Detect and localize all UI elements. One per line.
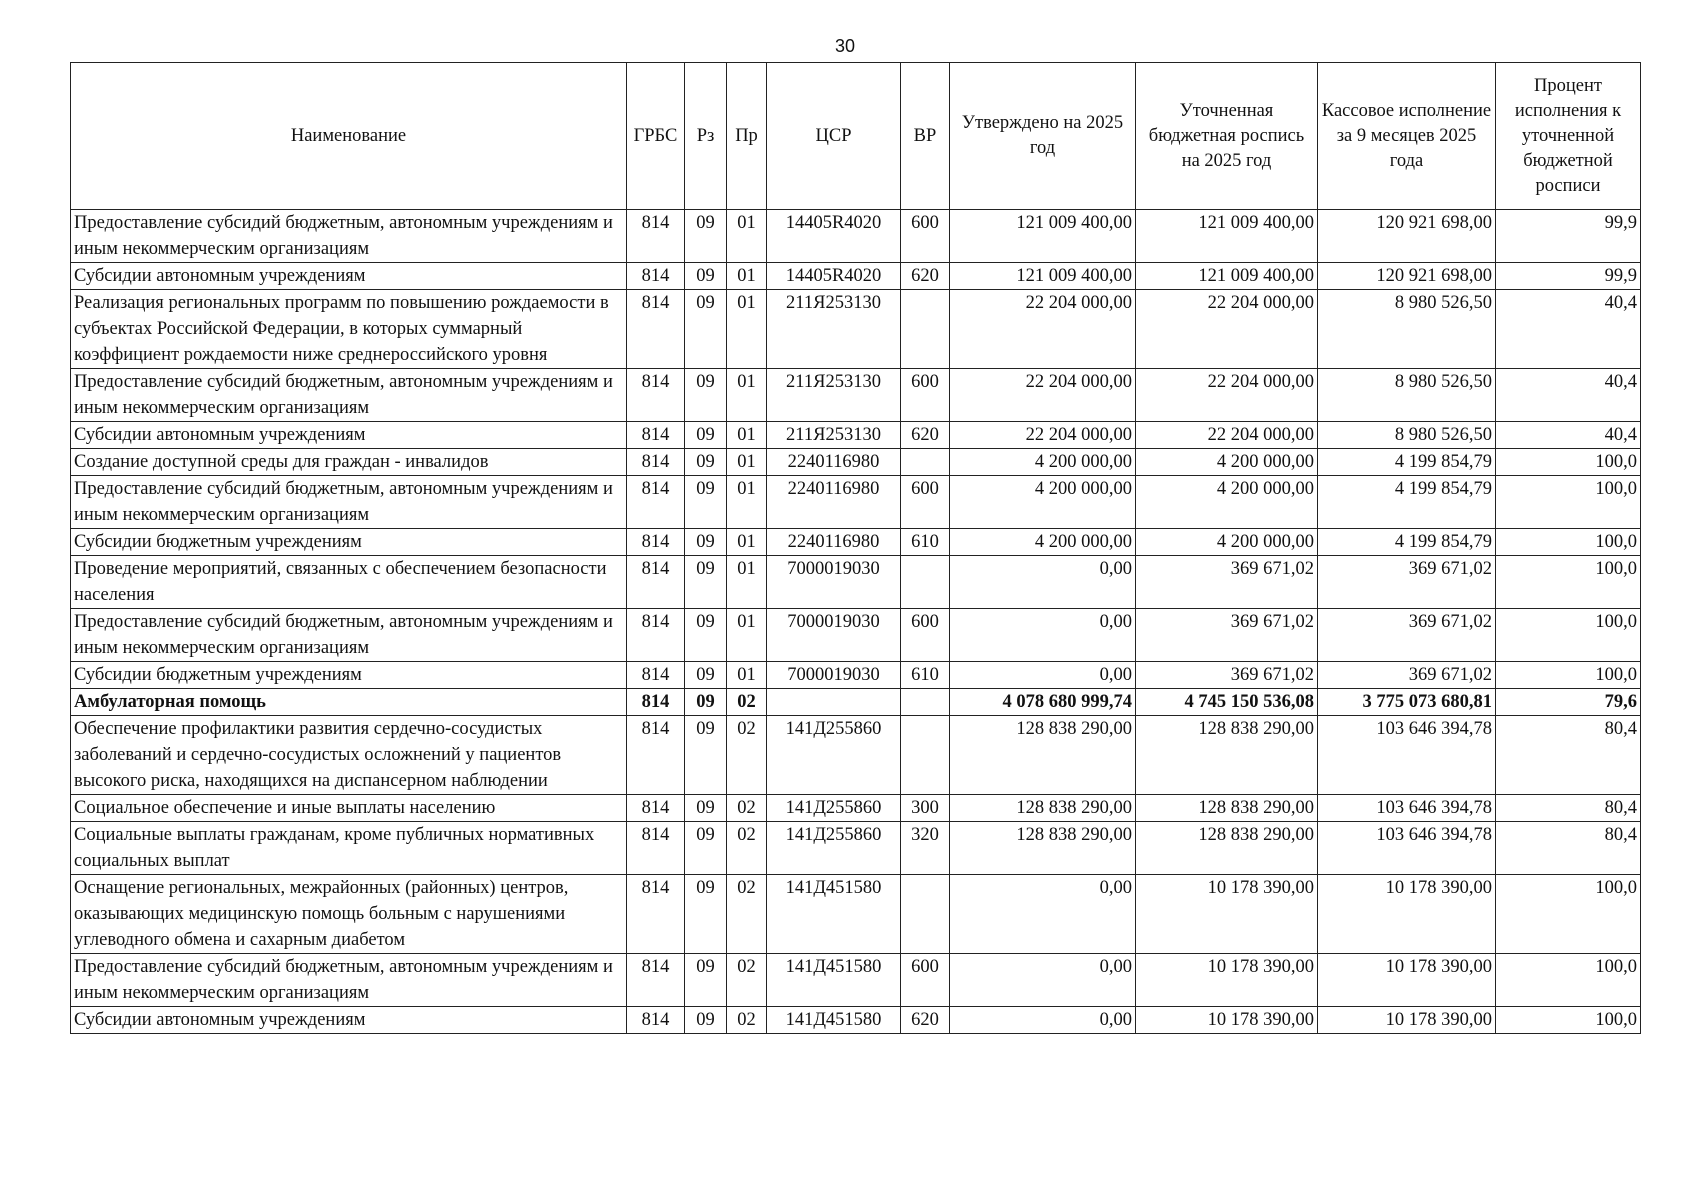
cell-approved: 0,00 bbox=[950, 1007, 1136, 1034]
cell-refined: 128 838 290,00 bbox=[1136, 716, 1318, 795]
cell-grbs: 814 bbox=[627, 556, 685, 609]
cell-approved: 128 838 290,00 bbox=[950, 795, 1136, 822]
cell-cash: 3 775 073 680,81 bbox=[1318, 689, 1496, 716]
cell-csr: 2240116980 bbox=[767, 476, 901, 529]
cell-name: Субсидии автономным учреждениям bbox=[71, 422, 627, 449]
cell-name: Социальное обеспечение и иные выплаты населению bbox=[71, 795, 627, 822]
cell-cash: 369 671,02 bbox=[1318, 556, 1496, 609]
cell-grbs: 814 bbox=[627, 369, 685, 422]
cell-vr: 610 bbox=[901, 662, 950, 689]
cell-name: Создание доступной среды для граждан - инвалидов bbox=[71, 449, 627, 476]
table-row bbox=[71, 449, 1641, 476]
cell-csr: 211Я253130 bbox=[767, 290, 901, 369]
cell-rz: 09 bbox=[685, 290, 727, 369]
cell-csr: 141Д451580 bbox=[767, 954, 901, 1007]
header-name: Наименование bbox=[71, 63, 627, 210]
cell-rz: 09 bbox=[685, 609, 727, 662]
cell-vr: 600 bbox=[901, 609, 950, 662]
page-number: 30 bbox=[834, 36, 856, 56]
cell-grbs: 814 bbox=[627, 954, 685, 1007]
cell-cash: 8 980 526,50 bbox=[1318, 422, 1496, 449]
cell-cash: 120 921 698,00 bbox=[1318, 210, 1496, 263]
cell-percent: 99,9 bbox=[1496, 263, 1641, 290]
table-row bbox=[71, 609, 1641, 662]
cell-pr: 01 bbox=[727, 263, 767, 290]
cell-refined: 4 745 150 536,08 bbox=[1136, 689, 1318, 716]
cell-approved: 0,00 bbox=[950, 609, 1136, 662]
cell-grbs: 814 bbox=[627, 290, 685, 369]
cell-name: Оснащение региональных, межрайонных (районных) центров, оказывающих медицинскую помощь больным с нарушениями углеводного обмена и сахарным диабетом bbox=[71, 875, 627, 954]
cell-pr: 01 bbox=[727, 449, 767, 476]
cell-csr: 14405R4020 bbox=[767, 210, 901, 263]
cell-name: Предоставление субсидий бюджетным, автономным учреждениям и иным некоммерческим организациям bbox=[71, 369, 627, 422]
cell-refined: 10 178 390,00 bbox=[1136, 954, 1318, 1007]
cell-percent: 100,0 bbox=[1496, 476, 1641, 529]
header-refined: Уточненная бюджетная роспись на 2025 год bbox=[1136, 63, 1318, 210]
budget-table bbox=[70, 62, 1641, 1034]
cell-cash: 4 199 854,79 bbox=[1318, 529, 1496, 556]
cell-csr bbox=[767, 689, 901, 716]
cell-pr: 02 bbox=[727, 795, 767, 822]
cell-percent: 100,0 bbox=[1496, 662, 1641, 689]
cell-rz: 09 bbox=[685, 795, 727, 822]
cell-rz: 09 bbox=[685, 369, 727, 422]
header-csr: ЦСР bbox=[767, 63, 901, 210]
cell-pr: 02 bbox=[727, 954, 767, 1007]
cell-csr: 2240116980 bbox=[767, 449, 901, 476]
cell-rz: 09 bbox=[685, 716, 727, 795]
cell-rz: 09 bbox=[685, 662, 727, 689]
cell-grbs: 814 bbox=[627, 529, 685, 556]
cell-refined: 22 204 000,00 bbox=[1136, 422, 1318, 449]
cell-csr: 141Д255860 bbox=[767, 822, 901, 875]
cell-pr: 01 bbox=[727, 609, 767, 662]
cell-grbs: 814 bbox=[627, 875, 685, 954]
cell-pr: 01 bbox=[727, 290, 767, 369]
cell-cash: 103 646 394,78 bbox=[1318, 795, 1496, 822]
cell-vr bbox=[901, 689, 950, 716]
cell-percent: 100,0 bbox=[1496, 875, 1641, 954]
cell-refined: 22 204 000,00 bbox=[1136, 369, 1318, 422]
cell-refined: 4 200 000,00 bbox=[1136, 449, 1318, 476]
cell-name: Предоставление субсидий бюджетным, автономным учреждениям и иным некоммерческим организациям bbox=[71, 210, 627, 263]
cell-approved: 22 204 000,00 bbox=[950, 369, 1136, 422]
cell-rz: 09 bbox=[685, 954, 727, 1007]
cell-rz: 09 bbox=[685, 689, 727, 716]
cell-cash: 10 178 390,00 bbox=[1318, 954, 1496, 1007]
header-approved: Утверждено на 2025 год bbox=[950, 63, 1136, 210]
table-row bbox=[71, 529, 1641, 556]
cell-csr: 7000019030 bbox=[767, 662, 901, 689]
table-body bbox=[71, 210, 1641, 1034]
cell-rz: 09 bbox=[685, 529, 727, 556]
table-row bbox=[71, 875, 1641, 954]
cell-refined: 369 671,02 bbox=[1136, 662, 1318, 689]
cell-grbs: 814 bbox=[627, 449, 685, 476]
cell-percent: 80,4 bbox=[1496, 822, 1641, 875]
cell-cash: 369 671,02 bbox=[1318, 609, 1496, 662]
cell-vr: 320 bbox=[901, 822, 950, 875]
cell-approved: 4 200 000,00 bbox=[950, 449, 1136, 476]
cell-refined: 10 178 390,00 bbox=[1136, 1007, 1318, 1034]
table-row bbox=[71, 210, 1641, 263]
cell-refined: 22 204 000,00 bbox=[1136, 290, 1318, 369]
cell-percent: 40,4 bbox=[1496, 422, 1641, 449]
cell-grbs: 814 bbox=[627, 716, 685, 795]
cell-approved: 128 838 290,00 bbox=[950, 716, 1136, 795]
cell-approved: 0,00 bbox=[950, 954, 1136, 1007]
cell-name: Предоставление субсидий бюджетным, автономным учреждениям и иным некоммерческим организациям bbox=[71, 476, 627, 529]
cell-cash: 4 199 854,79 bbox=[1318, 449, 1496, 476]
cell-percent: 100,0 bbox=[1496, 529, 1641, 556]
cell-vr: 610 bbox=[901, 529, 950, 556]
cell-name: Амбулаторная помощь bbox=[71, 689, 627, 716]
cell-csr: 141Д255860 bbox=[767, 716, 901, 795]
cell-vr bbox=[901, 716, 950, 795]
table-row bbox=[71, 1007, 1641, 1034]
table-row bbox=[71, 689, 1641, 716]
cell-name: Субсидии бюджетным учреждениям bbox=[71, 662, 627, 689]
cell-name: Реализация региональных программ по повышению рождаемости в субъектах Российской Федерации, в которых суммарный коэффициент рождаемости ниже среднероссийского уровня bbox=[71, 290, 627, 369]
cell-grbs: 814 bbox=[627, 476, 685, 529]
cell-vr: 620 bbox=[901, 422, 950, 449]
cell-pr: 02 bbox=[727, 716, 767, 795]
cell-vr bbox=[901, 290, 950, 369]
cell-vr bbox=[901, 875, 950, 954]
header-cash: Кассовое исполнение за 9 месяцев 2025 года bbox=[1318, 63, 1496, 210]
table-row bbox=[71, 290, 1641, 369]
table-row bbox=[71, 662, 1641, 689]
cell-vr: 600 bbox=[901, 476, 950, 529]
cell-grbs: 814 bbox=[627, 422, 685, 449]
cell-approved: 4 200 000,00 bbox=[950, 476, 1136, 529]
cell-cash: 369 671,02 bbox=[1318, 662, 1496, 689]
cell-rz: 09 bbox=[685, 422, 727, 449]
cell-refined: 4 200 000,00 bbox=[1136, 529, 1318, 556]
cell-percent: 80,4 bbox=[1496, 795, 1641, 822]
cell-percent: 79,6 bbox=[1496, 689, 1641, 716]
cell-rz: 09 bbox=[685, 875, 727, 954]
cell-approved: 4 078 680 999,74 bbox=[950, 689, 1136, 716]
table-header bbox=[71, 63, 1641, 210]
cell-rz: 09 bbox=[685, 263, 727, 290]
cell-refined: 121 009 400,00 bbox=[1136, 210, 1318, 263]
cell-cash: 103 646 394,78 bbox=[1318, 822, 1496, 875]
cell-grbs: 814 bbox=[627, 263, 685, 290]
table-row bbox=[71, 954, 1641, 1007]
cell-csr: 211Я253130 bbox=[767, 422, 901, 449]
table-row bbox=[71, 263, 1641, 290]
cell-pr: 01 bbox=[727, 556, 767, 609]
cell-cash: 103 646 394,78 bbox=[1318, 716, 1496, 795]
header-pr: Пр bbox=[727, 63, 767, 210]
cell-pr: 01 bbox=[727, 369, 767, 422]
cell-name: Проведение мероприятий, связанных с обеспечением безопасности населения bbox=[71, 556, 627, 609]
cell-percent: 100,0 bbox=[1496, 449, 1641, 476]
cell-approved: 22 204 000,00 bbox=[950, 422, 1136, 449]
cell-csr: 141Д451580 bbox=[767, 875, 901, 954]
cell-refined: 369 671,02 bbox=[1136, 556, 1318, 609]
cell-approved: 4 200 000,00 bbox=[950, 529, 1136, 556]
cell-refined: 369 671,02 bbox=[1136, 609, 1318, 662]
cell-grbs: 814 bbox=[627, 1007, 685, 1034]
cell-cash: 120 921 698,00 bbox=[1318, 263, 1496, 290]
cell-grbs: 814 bbox=[627, 795, 685, 822]
cell-approved: 128 838 290,00 bbox=[950, 822, 1136, 875]
cell-name: Предоставление субсидий бюджетным, автономным учреждениям и иным некоммерческим организациям bbox=[71, 609, 627, 662]
cell-approved: 0,00 bbox=[950, 875, 1136, 954]
cell-approved: 0,00 bbox=[950, 556, 1136, 609]
cell-vr: 300 bbox=[901, 795, 950, 822]
cell-percent: 100,0 bbox=[1496, 556, 1641, 609]
cell-pr: 01 bbox=[727, 662, 767, 689]
cell-cash: 10 178 390,00 bbox=[1318, 1007, 1496, 1034]
cell-approved: 22 204 000,00 bbox=[950, 290, 1136, 369]
cell-csr: 211Я253130 bbox=[767, 369, 901, 422]
cell-cash: 8 980 526,50 bbox=[1318, 290, 1496, 369]
cell-percent: 100,0 bbox=[1496, 954, 1641, 1007]
cell-pr: 01 bbox=[727, 529, 767, 556]
cell-grbs: 814 bbox=[627, 609, 685, 662]
header-rz: Рз bbox=[685, 63, 727, 210]
cell-name: Социальные выплаты гражданам, кроме публичных нормативных социальных выплат bbox=[71, 822, 627, 875]
cell-vr: 600 bbox=[901, 954, 950, 1007]
cell-grbs: 814 bbox=[627, 210, 685, 263]
cell-percent: 40,4 bbox=[1496, 369, 1641, 422]
cell-name: Предоставление субсидий бюджетным, автономным учреждениям и иным некоммерческим организациям bbox=[71, 954, 627, 1007]
cell-percent: 100,0 bbox=[1496, 1007, 1641, 1034]
cell-pr: 02 bbox=[727, 1007, 767, 1034]
cell-rz: 09 bbox=[685, 556, 727, 609]
cell-grbs: 814 bbox=[627, 662, 685, 689]
cell-name: Субсидии автономным учреждениям bbox=[71, 1007, 627, 1034]
cell-pr: 02 bbox=[727, 689, 767, 716]
cell-csr: 2240116980 bbox=[767, 529, 901, 556]
cell-name: Субсидии бюджетным учреждениям bbox=[71, 529, 627, 556]
cell-rz: 09 bbox=[685, 210, 727, 263]
header-percent: Процент исполнения к уточненной бюджетной росписи bbox=[1496, 63, 1641, 210]
cell-csr: 14405R4020 bbox=[767, 263, 901, 290]
cell-percent: 40,4 bbox=[1496, 290, 1641, 369]
cell-vr: 600 bbox=[901, 210, 950, 263]
cell-name: Субсидии автономным учреждениям bbox=[71, 263, 627, 290]
cell-pr: 01 bbox=[727, 476, 767, 529]
cell-rz: 09 bbox=[685, 476, 727, 529]
cell-refined: 128 838 290,00 bbox=[1136, 795, 1318, 822]
cell-refined: 4 200 000,00 bbox=[1136, 476, 1318, 529]
cell-refined: 121 009 400,00 bbox=[1136, 263, 1318, 290]
table-row bbox=[71, 556, 1641, 609]
cell-csr: 7000019030 bbox=[767, 556, 901, 609]
cell-vr bbox=[901, 556, 950, 609]
cell-rz: 09 bbox=[685, 1007, 727, 1034]
header-vr: ВР bbox=[901, 63, 950, 210]
table-row bbox=[71, 795, 1641, 822]
cell-vr: 620 bbox=[901, 1007, 950, 1034]
cell-csr: 141Д451580 bbox=[767, 1007, 901, 1034]
cell-percent: 80,4 bbox=[1496, 716, 1641, 795]
cell-grbs: 814 bbox=[627, 822, 685, 875]
cell-vr bbox=[901, 449, 950, 476]
cell-approved: 121 009 400,00 bbox=[950, 210, 1136, 263]
cell-rz: 09 bbox=[685, 449, 727, 476]
cell-refined: 128 838 290,00 bbox=[1136, 822, 1318, 875]
cell-cash: 8 980 526,50 bbox=[1318, 369, 1496, 422]
cell-csr: 7000019030 bbox=[767, 609, 901, 662]
table-row bbox=[71, 716, 1641, 795]
cell-pr: 02 bbox=[727, 822, 767, 875]
cell-grbs: 814 bbox=[627, 689, 685, 716]
cell-csr: 141Д255860 bbox=[767, 795, 901, 822]
cell-percent: 100,0 bbox=[1496, 609, 1641, 662]
cell-pr: 01 bbox=[727, 210, 767, 263]
cell-cash: 4 199 854,79 bbox=[1318, 476, 1496, 529]
cell-name: Обеспечение профилактики развития сердечно-сосудистых заболеваний и сердечно-сосудистых осложнений у пациентов высокого риска, находящихся на диспансерном наблюдении bbox=[71, 716, 627, 795]
cell-percent: 99,9 bbox=[1496, 210, 1641, 263]
table-row bbox=[71, 422, 1641, 449]
cell-vr: 600 bbox=[901, 369, 950, 422]
cell-approved: 0,00 bbox=[950, 662, 1136, 689]
cell-pr: 01 bbox=[727, 422, 767, 449]
cell-pr: 02 bbox=[727, 875, 767, 954]
table-row bbox=[71, 822, 1641, 875]
header-grbs: ГРБС bbox=[627, 63, 685, 210]
table-row bbox=[71, 369, 1641, 422]
table-row bbox=[71, 476, 1641, 529]
cell-rz: 09 bbox=[685, 822, 727, 875]
cell-vr: 620 bbox=[901, 263, 950, 290]
cell-refined: 10 178 390,00 bbox=[1136, 875, 1318, 954]
cell-cash: 10 178 390,00 bbox=[1318, 875, 1496, 954]
cell-approved: 121 009 400,00 bbox=[950, 263, 1136, 290]
